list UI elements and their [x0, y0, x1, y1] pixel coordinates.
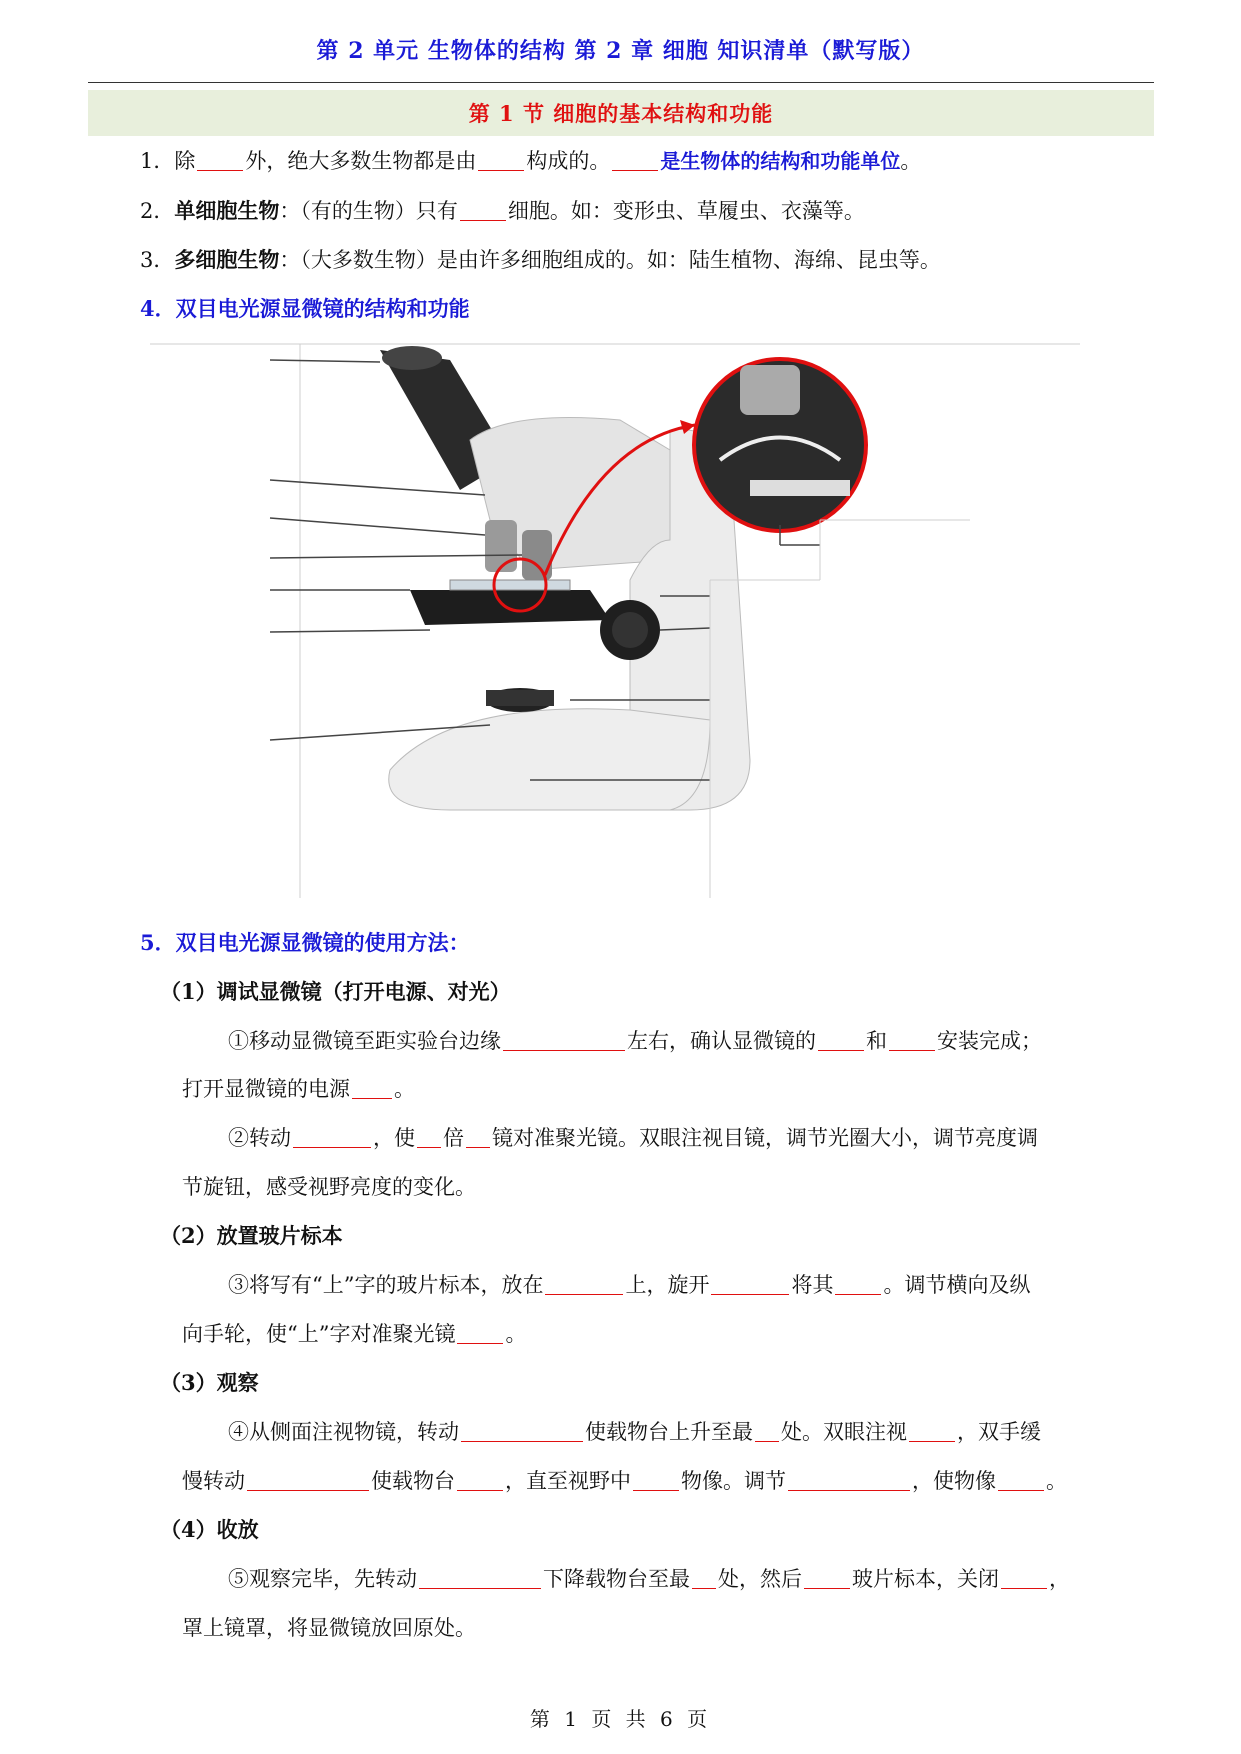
- item-2-term: 单细胞生物: [174, 198, 280, 223]
- step-1-text: 倍: [443, 1126, 464, 1150]
- item-1: [140, 146, 921, 176]
- blank[interactable]: [612, 148, 658, 171]
- item-1-text-a: 1．除: [140, 149, 196, 173]
- step-2-text: 上，旋开: [625, 1273, 710, 1297]
- item-3: [140, 245, 941, 275]
- title-divider: [88, 82, 1154, 83]
- blank[interactable]: [998, 1468, 1044, 1491]
- step-1-para-1-cont: [182, 1074, 415, 1104]
- step-1-text: 和: [866, 1029, 887, 1053]
- blank[interactable]: [804, 1566, 850, 1589]
- step-2-para-1: [228, 1270, 1030, 1300]
- item-2: [140, 196, 865, 226]
- blank[interactable]: [461, 1419, 583, 1442]
- item-1-text-e: 。: [900, 149, 922, 173]
- step-3-text: 物像。调节: [681, 1469, 786, 1493]
- step-3-text: 使载物台上升至最: [585, 1420, 753, 1444]
- item-2-number: 2．: [140, 199, 175, 223]
- item-2-text-a: ：（有的生物）只有: [279, 199, 458, 223]
- step-2-text: 将其: [791, 1273, 834, 1297]
- step-3-para-1: [228, 1417, 1041, 1447]
- item-2-text-b: 细胞。如：变形虫、草履虫、衣藻等。: [507, 199, 865, 223]
- blank[interactable]: [457, 1468, 503, 1491]
- step-4-para-1-cont: 罩上镜罩，将显微镜放回原处。: [182, 1616, 476, 1640]
- step-4-text: 玻片标本，关闭: [852, 1567, 999, 1591]
- step-3-title: （3）观察: [160, 1370, 259, 1395]
- step-2-text: 向手轮，使“上”字对准聚光镜: [182, 1322, 456, 1346]
- step-3-text: ④从侧面注视物镜，转动: [228, 1420, 459, 1444]
- step-2-title: （2）放置玻片标本: [160, 1223, 343, 1248]
- blank[interactable]: [419, 1566, 541, 1589]
- step-2-text: ③将写有“上”字的玻片标本，放在: [228, 1273, 544, 1297]
- item-3-number: 3．: [140, 248, 175, 272]
- step-3-text: 处。双眼注视: [781, 1420, 907, 1444]
- step-1-text: 。: [394, 1077, 415, 1101]
- step-2-para-1-cont: [182, 1319, 526, 1349]
- step-1-text: ，使: [373, 1126, 415, 1150]
- blank[interactable]: [503, 1028, 625, 1051]
- step-3-text: ，双手缓: [957, 1420, 1041, 1444]
- blank[interactable]: [692, 1566, 716, 1589]
- blank[interactable]: [755, 1419, 779, 1442]
- step-1-title: （1）调试显微镜（打开电源、对光）: [160, 979, 511, 1004]
- step-1-text: 左右，确认显微镜的: [627, 1029, 816, 1053]
- item-4-heading: 4．双目电光源显微镜的结构和功能: [140, 296, 470, 321]
- document-title: 第 2 单元 生物体的结构 第 2 章 细胞 知识清单（默写版）: [316, 38, 925, 64]
- step-3-para-1-cont: [182, 1466, 1067, 1496]
- blank[interactable]: [835, 1272, 881, 1295]
- step-2-text: 。: [505, 1322, 527, 1346]
- step-2-text: 。调节横向及纵: [883, 1273, 1031, 1297]
- blank[interactable]: [633, 1468, 679, 1491]
- step-4-para-1: [228, 1564, 1070, 1594]
- blank[interactable]: [293, 1125, 371, 1148]
- blank[interactable]: [197, 148, 243, 171]
- step-1-text: 打开显微镜的电源: [182, 1077, 350, 1101]
- page-footer: 第 1 页 共 6 页: [529, 1707, 712, 1731]
- step-1-para-2: [228, 1123, 1038, 1153]
- blank[interactable]: [460, 198, 506, 221]
- step-4-text: ，: [1049, 1567, 1070, 1591]
- blank[interactable]: [478, 148, 524, 171]
- blank[interactable]: [466, 1125, 490, 1148]
- section-title: 第 1 节 细胞的基本结构和功能: [468, 101, 774, 126]
- step-1-para-2-cont: 节旋钮，感受视野亮度的变化。: [182, 1175, 476, 1199]
- focus-knob-icon: [600, 600, 660, 660]
- blank[interactable]: [711, 1272, 789, 1295]
- blank[interactable]: [352, 1076, 392, 1099]
- item-1-text-b: 外，绝大多数生物都是由: [245, 149, 477, 173]
- item-1-highlight: 是生物体的结构和功能单位: [660, 149, 901, 173]
- blank[interactable]: [545, 1272, 623, 1295]
- blank[interactable]: [889, 1028, 935, 1051]
- section-band: [88, 90, 1154, 136]
- step-1-text: 安装完成；: [937, 1029, 1042, 1053]
- step-3-text: 慢转动: [182, 1469, 245, 1493]
- step-4-title: （4）收放: [160, 1517, 259, 1542]
- step-1-para-1: [228, 1026, 1042, 1056]
- blank[interactable]: [417, 1125, 441, 1148]
- stage-icon: [410, 580, 610, 625]
- blank[interactable]: [457, 1321, 503, 1344]
- magnified-view-icon: [694, 359, 866, 531]
- blank[interactable]: [788, 1468, 910, 1491]
- step-3-text: ，直至视野中: [505, 1469, 631, 1493]
- step-4-text: 下降载物台至最: [543, 1567, 690, 1591]
- step-1-text: 镜对准聚光镜。双眼注视目镜，调节光圈大小，调节亮度调: [492, 1126, 1038, 1150]
- blank[interactable]: [818, 1028, 864, 1051]
- blank[interactable]: [247, 1468, 369, 1491]
- step-1-text: ①移动显微镜至距实验台边缘: [228, 1029, 501, 1053]
- step-4-text: 处，然后: [718, 1567, 802, 1591]
- blank[interactable]: [1001, 1566, 1047, 1589]
- microscope-figure: [150, 340, 1090, 900]
- step-1-text: ②转动: [228, 1126, 291, 1150]
- step-3-text: 。: [1046, 1469, 1067, 1493]
- item-3-term: 多细胞生物: [174, 247, 280, 272]
- step-3-text: 使载物台: [371, 1469, 455, 1493]
- blank[interactable]: [909, 1419, 955, 1442]
- item-3-text: ：（大多数生物）是由许多细胞组成的。如：陆生植物、海绵、昆虫等。: [279, 248, 941, 272]
- light-source-icon: [486, 688, 554, 712]
- step-3-text: ，使物像: [912, 1469, 996, 1493]
- step-4-text: ⑤观察完毕，先转动: [228, 1567, 417, 1591]
- item-5-heading: 5．双目电光源显微镜的使用方法：: [140, 930, 470, 955]
- item-1-text-c: 构成的。: [526, 149, 611, 173]
